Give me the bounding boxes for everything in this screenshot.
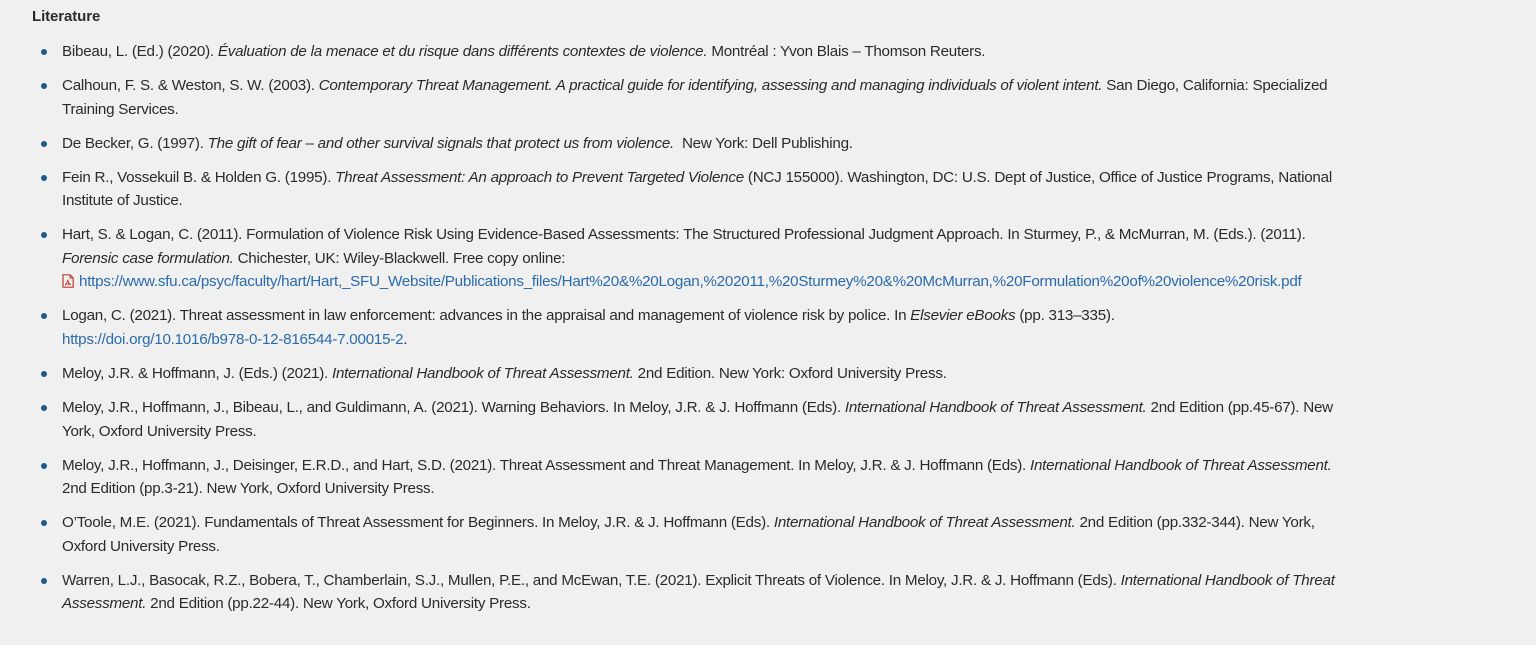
bullet-icon [41, 49, 47, 55]
reference-authors: O’Toole, M.E. (2021). Fundamentals of Threat Assessment for Beginners. In Meloy, J.R. & J. Hoffmann (Eds). [62, 514, 774, 532]
reference-link-line [62, 270, 1536, 294]
reference-item [32, 132, 1352, 156]
reference-title: International Handbook of Threat Assessment. [844, 399, 1147, 417]
reference-item [32, 396, 1352, 443]
bullet-icon [41, 405, 47, 411]
reference-authors: Meloy, J.R., Hoffmann, J., Bibeau, L., and Guldimann, A. (2021). Warning Behaviors. In Meloy, J.R. & J. Hoffmann (Eds). [62, 399, 845, 417]
reference-title: International Handbook of Threat Assessment. [1029, 456, 1332, 474]
pdf-icon [62, 274, 74, 288]
reference-authors: De Becker, G. (1997). [62, 134, 208, 152]
reference-title: The gift of fear – and other survival signals that protect us from violence. [207, 134, 675, 152]
reference-publisher: (pp. 313–335). [1015, 307, 1115, 325]
bullet-icon [41, 141, 47, 147]
reference-publisher: 2nd Edition (pp.332-344). New York, Oxford University Press. [62, 514, 1315, 555]
reference-publisher: 2nd Edition. New York: Oxford University Press. [633, 365, 947, 383]
reference-publisher: 2nd Edition (pp.45-67). New York, Oxford University Press. [62, 399, 1333, 440]
reference-item [32, 304, 1352, 351]
reference-publisher: Montréal : Yvon Blais – Thomson Reuters. [707, 43, 986, 60]
section-title: Literature [32, 8, 101, 25]
reference-publisher: (NCJ 155000). Washington, DC: U.S. Dept of Justice, Office of Justice Programs, National Institute of Justice. [62, 168, 1332, 210]
reference-authors: Logan, C. (2021). Threat assessment in law enforcement: advances in the appraisal and management of violence risk by police. In [62, 307, 911, 325]
reference-item [32, 454, 1352, 501]
reference-item [32, 569, 1352, 616]
bullet-icon [41, 175, 47, 181]
reference-authors: Hart, S. & Logan, C. (2011). Formulation of Violence Risk Using Evidence-Based Assessments: The Structured Professional Judgment Approach. In Sturmey, P., & McMurran, M. (Eds.). (2011). [62, 226, 1306, 244]
reference-authors: Bibeau, L. (Ed.) (2020). [62, 43, 218, 60]
reference-doi-link[interactable]: https://doi.org/10.1016/b978-0-12-816544-7.00015-2 [62, 330, 404, 348]
bullet-icon [41, 578, 47, 584]
reference-authors: Calhoun, F. S. & Weston, S. W. (2003). [62, 77, 319, 95]
link-suffix: . [403, 330, 408, 348]
bullet-icon [41, 313, 47, 319]
reference-title: International Handbook of Threat Assessment. [332, 365, 634, 383]
reference-item [32, 74, 1352, 121]
reference-publisher: San Diego, California: Specialized Training Services. [62, 77, 1328, 118]
bullet-icon [41, 232, 47, 238]
reference-pdf-link[interactable]: https://www.sfu.ca/psyc/faculty/hart/Hart,_SFU_Website/Publications_files/Hart%20&%20Logan,%202011,%20Sturmey%20&%20McMurran,%20Formulation%20of%20violence%20risk.pdf [79, 273, 1302, 291]
reference-title: Forensic case formulation. [62, 249, 234, 267]
bullet-icon [41, 520, 47, 526]
reference-item [32, 166, 1352, 213]
reference-authors: Meloy, J.R., Hoffmann, J., Deisinger, E.R.D., and Hart, S.D. (2021). Threat Assessment and Threat Management. In Meloy, J.R. & J. Hoffmann (Eds). [62, 456, 1030, 474]
reference-title: Évaluation de la menace et du risque dans différents contextes de violence. [217, 43, 708, 60]
reference-item [32, 362, 1352, 386]
reference-title: Threat Assessment: An approach to Prevent Targeted Violence [335, 168, 744, 186]
reference-title: Contemporary Threat Management. A practical guide for identifying, assessing and managing individuals of violent intent. [318, 77, 1103, 95]
reference-link-line [62, 328, 1352, 352]
reference-item [32, 223, 1536, 294]
reference-authors: Meloy, J.R. & Hoffmann, J. (Eds.) (2021). [62, 365, 333, 383]
reference-title: International Handbook of Threat Assessment. [773, 514, 1076, 532]
reference-item [32, 40, 1352, 64]
reference-authors: Fein R., Vossekuil B. & Holden G. (1995). [62, 168, 336, 186]
reference-authors: Warren, L.J., Basocak, R.Z., Bobera, T., Chamberlain, S.J., Mullen, P.E., and McEwan, T.E. (2021). Explicit Threats of Violence. In Meloy, J.R. & J. Hoffmann (Eds). [62, 571, 1121, 589]
reference-publisher: 2nd Edition (pp.3-21). New York, Oxford University Press. [62, 480, 435, 498]
reference-title: Elsevier eBooks [910, 307, 1016, 325]
bullet-icon [41, 463, 47, 469]
reference-item [32, 511, 1352, 558]
bullet-icon [41, 371, 47, 377]
literature-section [32, 6, 1536, 627]
reference-publisher: Chichester, UK: Wiley-Blackwell. Free copy online: [233, 249, 566, 267]
reference-title: International Handbook of Threat Assessment. [62, 571, 1335, 613]
reference-publisher: New York: Dell Publishing. [674, 134, 853, 152]
reference-list [32, 40, 1536, 616]
reference-publisher: 2nd Edition (pp.22-44). New York, Oxford University Press. [146, 595, 531, 613]
bullet-icon [41, 83, 47, 89]
